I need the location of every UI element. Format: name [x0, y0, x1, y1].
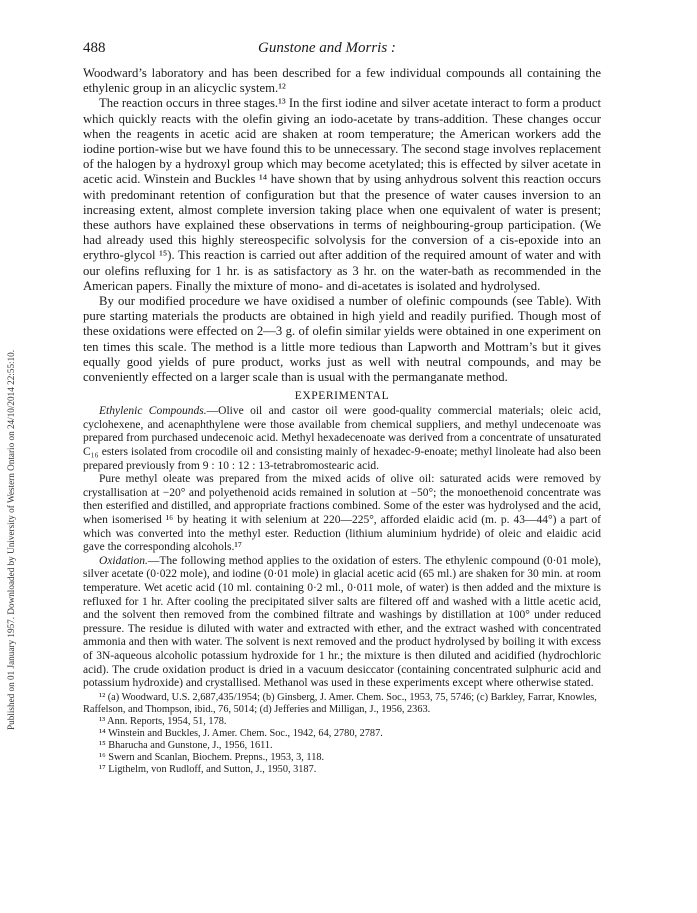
paragraph-text: Pure methyl oleate was prepared from the mixed acids of olive oil: saturated acids were removed by crystallisation at −20° and polyethenoid acids remained in solution at −50°; the monoethenoid concentrate was then esterified and distilled, and appropriate fractions combined. Some of the ester was hydrolysed and the acid, when isomerised ¹⁶ by heating it with selenium at 220—225°, afforded elaidic acid (m. p. 43—44°) a part of which was converted into the methyl ester. Reduction (lithium aluminium hydride) of oleic and elaidic acid gave the corresponding alcohols.¹⁷ [83, 473, 601, 554]
paragraph-continuation: Woodward’s laboratory and has been described for a few individual compounds all containing the ethylenic group in an alicyclic system.¹² [83, 66, 601, 96]
running-head: Gunstone and Morris : [258, 40, 396, 56]
page-number: 488 [83, 40, 106, 56]
article-body [83, 66, 601, 776]
page-header [83, 40, 601, 60]
paragraph-ethylenic-compounds [83, 405, 601, 473]
footnote: ¹⁶ Swern and Scanlan, Biochem. Prepns., 1953, 3, 118. [99, 752, 325, 764]
paragraph-lead: Oxidation. [99, 554, 148, 567]
footnote: ¹⁷ Ligthelm, von Rudloff, and Sutton, J., 1950, 3187. [99, 764, 317, 776]
section-heading: EXPERIMENTAL [294, 390, 390, 403]
paragraph-modified-procedure: By our modified procedure we have oxidised a number of olefinic compounds (see Table). With pure starting materials the products are obtained in high yield and readily purified. Though most of these oxidations were effected on 2—3 g. of olefin similar yields were obtained in one experiment on ten times this scale. The method is a little more tedious than Lapworth and Mottram’s but it gives equally good yields of pure product, works just as well with neutral compounds, and may be conveniently effected on a larger scale than is usual with the permanganate method. [83, 294, 601, 385]
paragraph-reaction-stages: The reaction occurs in three stages.¹³ In the first iodine and silver acetate interact to form a product which quickly reacts with the olefin giving an iodo-acetate by trans-addition. These changes occur when the reagents in acetic acid are shaken at room temperature; the American workers add the iodine portion-wise but we have found this to be unnecessary. The second stage involves replacement of the halogen by a hydroxyl group which may become acetylated; this is effected by silver acetate in acetic acid. Winstein and Buckles ¹⁴ have shown that by using anhydrous solvent this reaction occurs with predominant retention of configuration but that the presence of water causes inversion to an increasing extent, almost complete inversion taking place when one equivalent of water is present; these authors have explained these observations in terms of neighbouring-group participation. (We had already used this highly stereospecific solvolysis for the conversion of a cis-epoxide into an erythro-glycol ¹⁵). This reaction is carried out after addition of the required amount of water and with our olefins refluxing for 1 hr. is as satisfactory as 3 hr. on the water-bath as recommended in the American papers. Finally the mixture of mono- and di-acetates is isolated and hydrolysed. [83, 96, 601, 293]
paragraph-text: —Olive oil and castor oil were good-quality commercial materials; oleic acid, cyclohexene, and acenaphthylene were those available from chemical suppliers, and methyl undecenoate was prepared from purchased undecenoic acid. Methyl hexadecenoate was derived from a concentrate of unsaturated C₁₆ esters isolated from crocodile oil and consisting mainly of hexadec-9-enoate; methyl linoleate had also been prepared previously from 9 : 10 : 12 : 13-tetrabromostearic acid. [83, 405, 601, 472]
main-text [83, 66, 601, 385]
download-notice-text: Published on 01 January 1957. Downloaded by University of Western Ontario on 24/10/2014 22:55:10. [6, 349, 16, 730]
download-notice [4, 120, 18, 730]
paragraph-methyl-oleate [83, 473, 601, 555]
footnote: ¹³ Ann. Reports, 1954, 51, 178. [99, 715, 227, 727]
footnotes [83, 692, 601, 777]
paragraph-oxidation [83, 555, 601, 691]
footnote: ¹⁵ Bharucha and Gunstone, J., 1956, 1611. [99, 740, 273, 752]
experimental-section [83, 405, 601, 690]
paragraph-text: —The following method applies to the oxidation of esters. The ethylenic compound (0·01 mole), silver acetate (0·022 mole), and iodine (0·01 mole) in glacial acetic acid (65 ml.) are shaken for 30 min. at room temperature. Wet acetic acid (10 ml. containing 0·2 ml., 0·011 mole, of water) is then added and the mixture is refluxed for 1 hr. After cooling the precipitated silver salts are filtered off and washed with a little acetic acid, and the solvent then removed from the combined filtrate and washings by distillation at 100° under reduced pressure. The residue is diluted with water and extracted with ether, and the extract washed with concentrated ammonia and then with water. The solvent is next removed and the product hydrolysed by boiling it with excess of 3N-aqueous alcoholic potassium hydroxide for 1 hr.; the mixture is then diluted and acidified (hydrochloric acid). The crude oxidation product is dried in a vacuum desiccator (containing concentrated sulphuric acid and potassium hydroxide) and crystallised. Methanol was used in these experiments except where otherwise stated. [83, 554, 601, 690]
paragraph-lead: Ethylenic Compounds. [99, 405, 207, 418]
footnote: ¹⁴ Winstein and Buckles, J. Amer. Chem. Soc., 1942, 64, 2780, 2787. [99, 728, 383, 740]
footnote: ¹² (a) Woodward, U.S. 2,687,435/1954; (b) Ginsberg, J. Amer. Chem. Soc., 1953, 75, 5746; (c) Barkley, Farrar, Knowles, Raffelson, and Thompson, ibid., 76, 5014; (d) Jefferies and Milligan, J., 1956, 2363. [83, 691, 597, 715]
